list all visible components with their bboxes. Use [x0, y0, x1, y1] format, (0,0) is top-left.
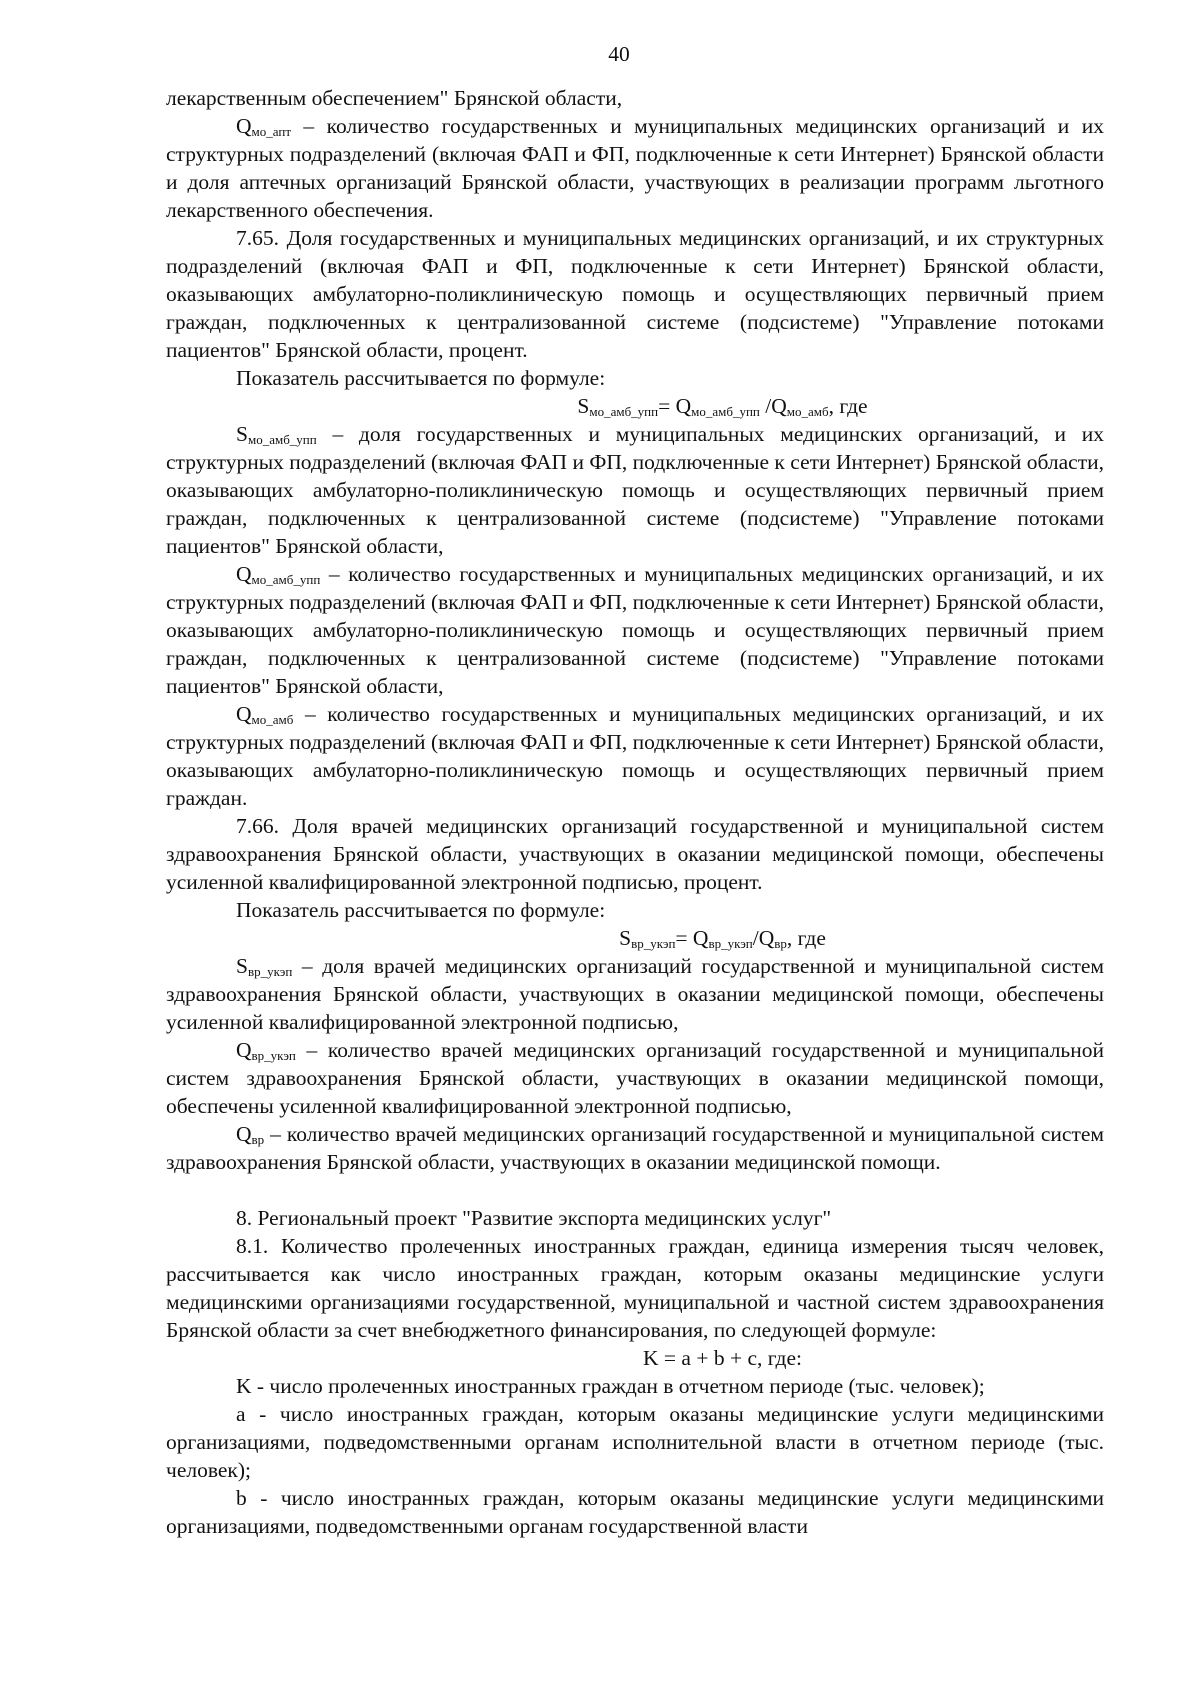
formula-7-65: $S_{мо\_амб\_упп}= Q_{мо\_амб\_упп}$ $/Q_{мо\_амб}$, где	[577, 394, 868, 419]
definition-s-vr-ukep: $S_{вр\_укэп}$ – доля врачей медицинских организаций государственной и муниципальной систем здравоохранения Брянской области, участвующих в оказании медицинской помощи, обеспечены усиленной квалифицированной электронной подписью,	[166, 954, 1104, 1034]
definition-q-mo-apt: $Q_{мо\_апт}$ – количество государственных и муниципальных медицинских организаций и их структурных подразделений (включая ФАП и ФП, подключенные к сети Интернет) Брянской области и доля аптечных организаций Брянской области, участвующих в реализации программ льготного лекарственного обеспечения.	[166, 114, 1104, 222]
definition-s-mo-amb-upp: $S_{мо\_амб\_упп}$ – доля государственных и муниципальных медицинских организаций, и их структурных подразделений (включая ФАП и ФП, подключенные к сети Интернет) Брянской области, оказывающих амбулаторно-поликлиническую помощь и осуществляющих первичный прием граждан, подключенных к централизованной системе (подсистеме) "Управление потоками пациентов" Брянской области,	[166, 422, 1104, 558]
definition-k: K - число пролеченных иностранных граждан в отчетном периоде (тыс. человек);	[236, 1374, 985, 1398]
definition-q-vr-ukep: $Q_{вр\_укэп}$ – количество врачей медицинских организаций государственной и муниципальной систем здравоохранения Брянской области, участвующих в оказании медицинской помощи, обеспечены усиленной квалифицированной электронной подписью,	[166, 1038, 1104, 1118]
definition-a: a - число иностранных граждан, которым оказаны медицинские услуги медицинскими организациями, подведомственными органам исполнительной власти в отчетном периоде (тыс. человек);	[166, 1402, 1104, 1482]
formula-7-66: $S_{вр\_укэп}= Q_{вр\_укэп}/Q_{вр}$, где	[619, 926, 826, 951]
document-body	[166, 84, 1104, 1540]
indicator-7-66: 7.66. Доля врачей медицинских организаций государственной и муниципальной систем здравоохранения Брянской области, участвующих в оказании медицинской помощи, обеспечены усиленной квалифицированной электронной подписью, процент.	[166, 814, 1104, 894]
formula-8-1: K = a + b + c, где:	[643, 1346, 802, 1370]
formula-intro: Показатель рассчитывается по формуле:	[236, 366, 606, 390]
section-title-8: 8. Региональный проект "Развитие экспорта медицинских услуг"	[236, 1206, 832, 1230]
definition-q-mo-amb-upp: $Q_{мо\_амб\_упп}$ – количество государственных и муниципальных медицинских организаций, и их структурных подразделений (включая ФАП и ФП, подключенные к сети Интернет) Брянской области, оказывающих амбулаторно-поликлиническую помощь и осуществляющих первичный прием граждан, подключенных к централизованной системе (подсистеме) "Управление потоками пациентов" Брянской области,	[166, 562, 1104, 698]
paragraph: лекарственным обеспечением" Брянской области,	[166, 86, 623, 110]
page-number: 40	[608, 42, 630, 66]
definition-q-vr: $Q_{вр}$ – количество врачей медицинских организаций государственной и муниципальной систем здравоохранения Брянской области, участвующих в оказании медицинской помощи.	[166, 1122, 1104, 1174]
definition-q-mo-amb: $Q_{мо\_амб}$ – количество государственных и муниципальных медицинских организаций, и их структурных подразделений (включая ФАП и ФП, подключенные к сети Интернет) Брянской области, оказывающих амбулаторно-поликлиническую помощь и осуществляющих первичный прием граждан.	[166, 702, 1104, 810]
indicator-7-65: 7.65. Доля государственных и муниципальных медицинских организаций, и их структурных подразделений (включая ФАП и ФП, подключенные к сети Интернет) Брянской области, оказывающих амбулаторно-поликлиническую помощь и осуществляющих первичный прием граждан, подключенных к централизованной системе (подсистеме) "Управление потоками пациентов" Брянской области, процент.	[166, 226, 1104, 362]
formula-intro: Показатель рассчитывается по формуле:	[236, 898, 606, 922]
definition-b: b - число иностранных граждан, которым оказаны медицинские услуги медицинскими организациями, подведомственными органам государственной власти	[166, 1486, 1104, 1538]
indicator-8-1: 8.1. Количество пролеченных иностранных граждан, единица измерения тысяч человек, рассчитывается как число иностранных граждан, которым оказаны медицинские услуги медицинскими организациями государственной, муниципальной и частной систем здравоохранения Брянской области за счет внебюджетного финансирования, по следующей формуле:	[166, 1234, 1104, 1342]
